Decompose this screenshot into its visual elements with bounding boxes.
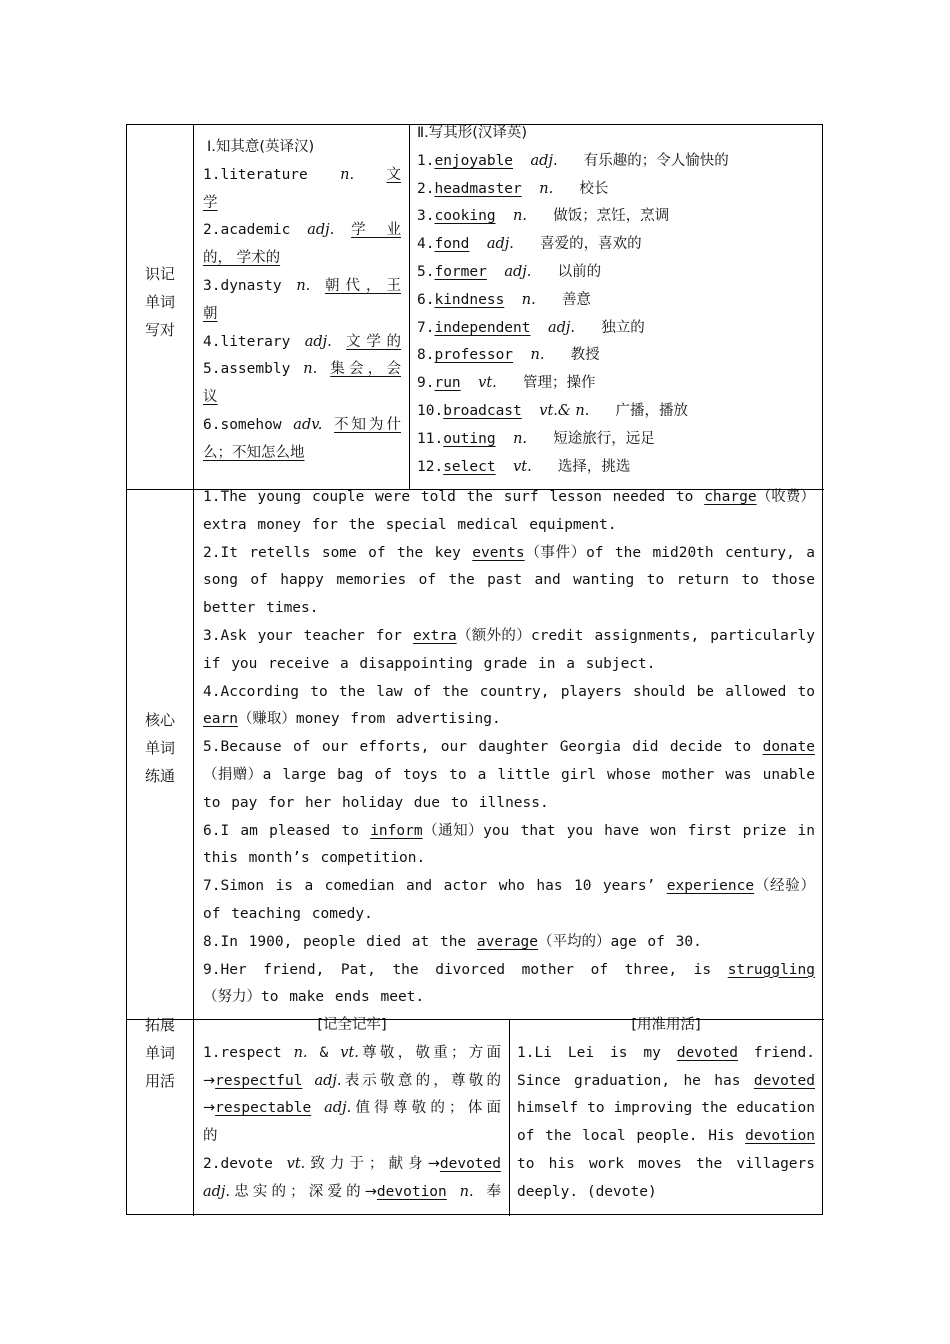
item-meaning: 有乐趣的；令人愉快的 [583,152,729,169]
item-meaning: 选择，挑选 [557,458,631,475]
vocab-item [203,273,401,301]
item-number: 4. [417,236,435,253]
item-meaning: 善意 [561,291,591,308]
text: friend. [753,1044,815,1061]
write-form-item [417,370,817,398]
vocab-item-cont [203,245,401,273]
apply-line: himself to improving the education [517,1100,815,1117]
sentence-answer: struggling [727,961,815,978]
vocab-item-cont [203,384,401,412]
sentence-before: 6.I am pleased to [203,822,359,839]
item-pos: adj. [504,263,532,280]
write-form-item [417,287,817,315]
row-label-line: 写对 [144,320,175,339]
item-meaning: 广播，播放 [615,402,689,419]
sentence-hint: （事件） [524,544,587,561]
apply-line: deeply. (devote) [517,1183,657,1200]
expand-line [203,1040,501,1068]
sentence-hint: （经验） [754,878,816,895]
practice-sentences [203,484,815,1012]
pos: n. [293,1044,308,1061]
item-word: 3.dynasty [203,277,282,294]
write-form-item [417,454,817,482]
item-answer-part: 议 [203,389,218,406]
item-meaning: 教授 [570,347,600,364]
meaning: 值得尊敬的；体面 [351,1100,501,1117]
column-divider [409,125,410,489]
vocab-item-cont [203,440,401,468]
item-number: 8. [417,347,435,364]
item-pos: n. [303,361,318,378]
item-answer: fond [434,236,470,253]
meaning: 奉 [486,1183,501,1200]
item-number: 2. [417,180,435,197]
vocab-item [203,217,401,245]
sentence-answer: donate [762,739,815,756]
item-number: 9. [417,375,435,392]
sentence-after: of teaching comedy. [203,905,373,922]
item-answer-part: 学 业 [351,222,401,239]
arrow-icon: → [203,1100,216,1117]
answer: devoted [676,1044,738,1061]
meaning: 致力于；献身→ [305,1155,440,1172]
item-pos: adj. [307,222,335,239]
write-form-item [417,176,817,204]
vocab-item [203,329,401,357]
item-answer-part: 朝 [203,305,218,322]
practice-sentence [203,957,815,1013]
word: 2.devote [203,1155,273,1172]
item-number: 11. [417,430,444,447]
item-meaning: 校长 [579,180,609,197]
practice-sentence [203,873,815,929]
section-heading: Ⅰ.知其意(英译汉) [207,139,315,155]
write-form-item [417,231,817,259]
pos: adj. [314,1072,342,1089]
sentence-answer: earn [203,711,238,728]
item-pos: n. [539,180,554,197]
practice-sentence [203,540,815,623]
sentence-before: 5.Because of our efforts, our daughter Georgia did decide to [203,739,752,756]
item-pos: adj. [547,319,576,336]
apply-section [517,1012,815,1207]
row-label-line: 核心 [144,711,175,729]
pos: vt. [286,1155,306,1172]
practice-sentence [203,679,815,735]
answer: devoted [439,1155,501,1172]
item-pos: vt.& n. [539,402,590,419]
item-answer: outing [443,430,496,447]
item-answer-part: 的， 学术的 [203,250,281,267]
item-number: 12. [417,458,444,475]
item-number: 5. [417,263,435,280]
apply-line [517,1123,815,1151]
sentence-after: credit assignments, particularly if you receive a disappointing grade in a subject. [203,627,815,672]
apply-line [517,1068,815,1096]
item-number: 3. [417,208,435,225]
write-form-section [417,120,817,481]
item-answer-part: 学 [203,194,218,211]
item-word: 5.assembly [203,361,291,378]
item-answer: broadcast [443,402,522,419]
pos: n. [459,1183,474,1200]
section-heading: [记全记牢] [317,1017,387,1033]
word: 1.respect [203,1044,282,1061]
practice-sentence [203,929,815,957]
answer: respectful [215,1072,303,1089]
pos: adj. [203,1183,231,1200]
sentence-answer: charge [704,489,757,505]
item-number: 1. [417,152,435,169]
sentence-after: money from advertising. [295,711,501,728]
sentence-before: 1.The young couple were told the surf lesson needed to [203,489,694,505]
row-label-line: 拓展 [144,1016,175,1034]
text: of the local people. His [517,1128,735,1145]
sentence-after: you that you have won first prize in this month’s competition. [203,822,816,867]
item-answer: headmaster [434,180,522,197]
item-answer: select [443,458,496,475]
sentence-after: a large bag of toys to a little girl whose mother was unable to pay for her holiday due to illness. [203,766,815,811]
row-label-line: 练通 [144,766,175,785]
item-pos: n. [513,208,527,225]
item-word: 6.somehow [203,416,282,433]
expand-line [203,1151,501,1179]
practice-sentence [203,818,815,874]
item-pos: adj. [304,333,332,350]
sentence-after: age of 30. [610,933,702,950]
answer: devoted [753,1072,815,1089]
item-answer: professor [434,347,514,364]
sentence-hint: （捐赠） [203,766,263,783]
item-answer-part: 朝代，王 [325,277,401,294]
item-answer: 文学的 [346,333,401,350]
row-label-line: 识记 [144,265,175,283]
vocab-item [203,356,401,384]
item-pos: adv. [293,416,323,433]
answer: devotion [745,1128,815,1145]
sentence-before: 2.It retells some of the key [203,544,461,561]
item-meaning: 喜爱的，喜欢的 [540,236,642,253]
item-pos: n. [340,166,355,183]
sentence-before: 8.In 1900, people died at the [203,933,467,950]
write-form-item [417,259,817,287]
write-form-item [417,342,817,370]
item-number: 6. [417,291,435,308]
column-divider [193,125,194,1216]
vocab-item [203,412,401,440]
write-form-items [417,148,817,482]
item-word: 1.literature [203,166,308,183]
row-label-line: 用活 [144,1071,175,1090]
item-pos: adj. [486,236,514,253]
item-pos: vt. [513,458,532,475]
sentence-answer: average [476,933,539,950]
row-label-line: 单词 [144,292,175,311]
sentence-after: to make ends meet. [261,989,425,1006]
item-pos: n. [513,430,528,447]
sentence-answer: inform [370,822,423,839]
sentence-hint: （平均的） [538,933,611,950]
sentence-before: 3.Ask your teacher for [203,627,402,644]
item-meaning: 以前的 [557,263,602,280]
sentence-before: 9.Her friend, Pat, the divorced mother of three, is [203,961,712,978]
meaning: 忠实的；深爱的→ [230,1183,377,1200]
item-number: 7. [417,319,435,336]
apply-line [517,1040,815,1068]
column-divider [509,1019,510,1216]
expand-line [203,1068,501,1096]
item-pos: adj. [530,152,558,169]
sentence-hint: （收费） [756,489,816,505]
pos: vt. [340,1044,359,1061]
item-answer: run [434,375,461,392]
item-number: 10. [417,402,444,419]
sentence-answer: events [472,544,525,561]
item-answer: cooking [434,208,496,225]
arrow-icon: → [203,1072,216,1089]
vocab-item-cont [203,301,401,329]
meaning: 表示敬意的，尊敬的 [341,1072,501,1089]
item-word: 2.academic [203,222,291,239]
item-meaning: 管理；操作 [522,375,596,392]
item-pos: n. [296,277,311,294]
item-word: 4.literary [203,333,291,350]
vocab-item [203,162,401,190]
expand-line: 的 [203,1128,218,1145]
write-form-item [417,203,817,231]
expand-line [203,1179,501,1207]
text: 1.Li Lei is my [517,1044,661,1061]
apply-line: to his work moves the villagers [517,1155,815,1172]
write-form-item [417,426,817,454]
sentence-hint: （赚取） [237,711,296,728]
row2-label [127,707,193,790]
item-pos: n. [521,291,536,308]
item-meaning: 独立的 [601,319,645,336]
sentence-answer: extra [413,627,457,644]
item-answer: former [434,263,487,280]
vocab-item-cont [203,190,401,218]
text: & [319,1044,341,1061]
sentence-after: extra money for the special medical equipment. [203,516,617,533]
item-meaning: 短途旅行，远足 [553,430,655,447]
section-heading: [用准用活] [631,1017,701,1033]
sentence-hint: （努力） [203,989,261,1006]
sentence-hint: （通知） [422,822,484,839]
item-answer: kindness [434,291,505,308]
write-form-item [417,315,817,343]
vocabulary-table [126,124,823,1215]
row-label-line: 单词 [144,1043,175,1062]
row1-label [127,261,193,344]
practice-sentence [203,484,815,540]
row-label-line: 单词 [144,738,175,757]
item-pos: vt. [478,375,497,392]
sentence-after: of the mid20th century, a song of happy memories of the past and wanting to return to those better times. [203,544,816,617]
practice-sentence [203,734,815,817]
answer: devotion [376,1183,447,1200]
section-heading: Ⅱ.写其形(汉译英) [417,125,528,141]
write-form-item [417,398,817,426]
sentence-before: 4.According to the law of the country, players should be allowed to [203,683,815,700]
memorize-section [203,1012,501,1207]
expand-line [203,1095,501,1123]
write-form-item [417,148,817,176]
sentence-before: 7.Simon is a comedian and actor who has 10 years’ [203,878,656,895]
row3-label [127,1012,193,1095]
item-answer-part: 文 [386,166,401,183]
item-answer: enjoyable [434,152,514,169]
item-answer-part: 不知为什 [334,416,401,433]
answer: respectable [215,1100,312,1117]
know-meaning-section [203,134,401,468]
sentence-answer: experience [666,878,755,895]
pos: adj. [324,1100,352,1117]
item-answer-part: 集会，会 [330,361,401,378]
meaning: 尊敬，敬重；方面 [358,1044,501,1061]
item-meaning: 做饭；烹饪，烹调 [553,208,670,225]
text: Since graduation, he has [517,1072,741,1089]
item-pos: n. [530,347,545,364]
practice-sentence [203,623,815,679]
item-answer-part: 么；不知怎么地 [203,444,305,461]
item-answer: independent [434,319,531,336]
sentence-hint: （额外的） [456,627,532,644]
